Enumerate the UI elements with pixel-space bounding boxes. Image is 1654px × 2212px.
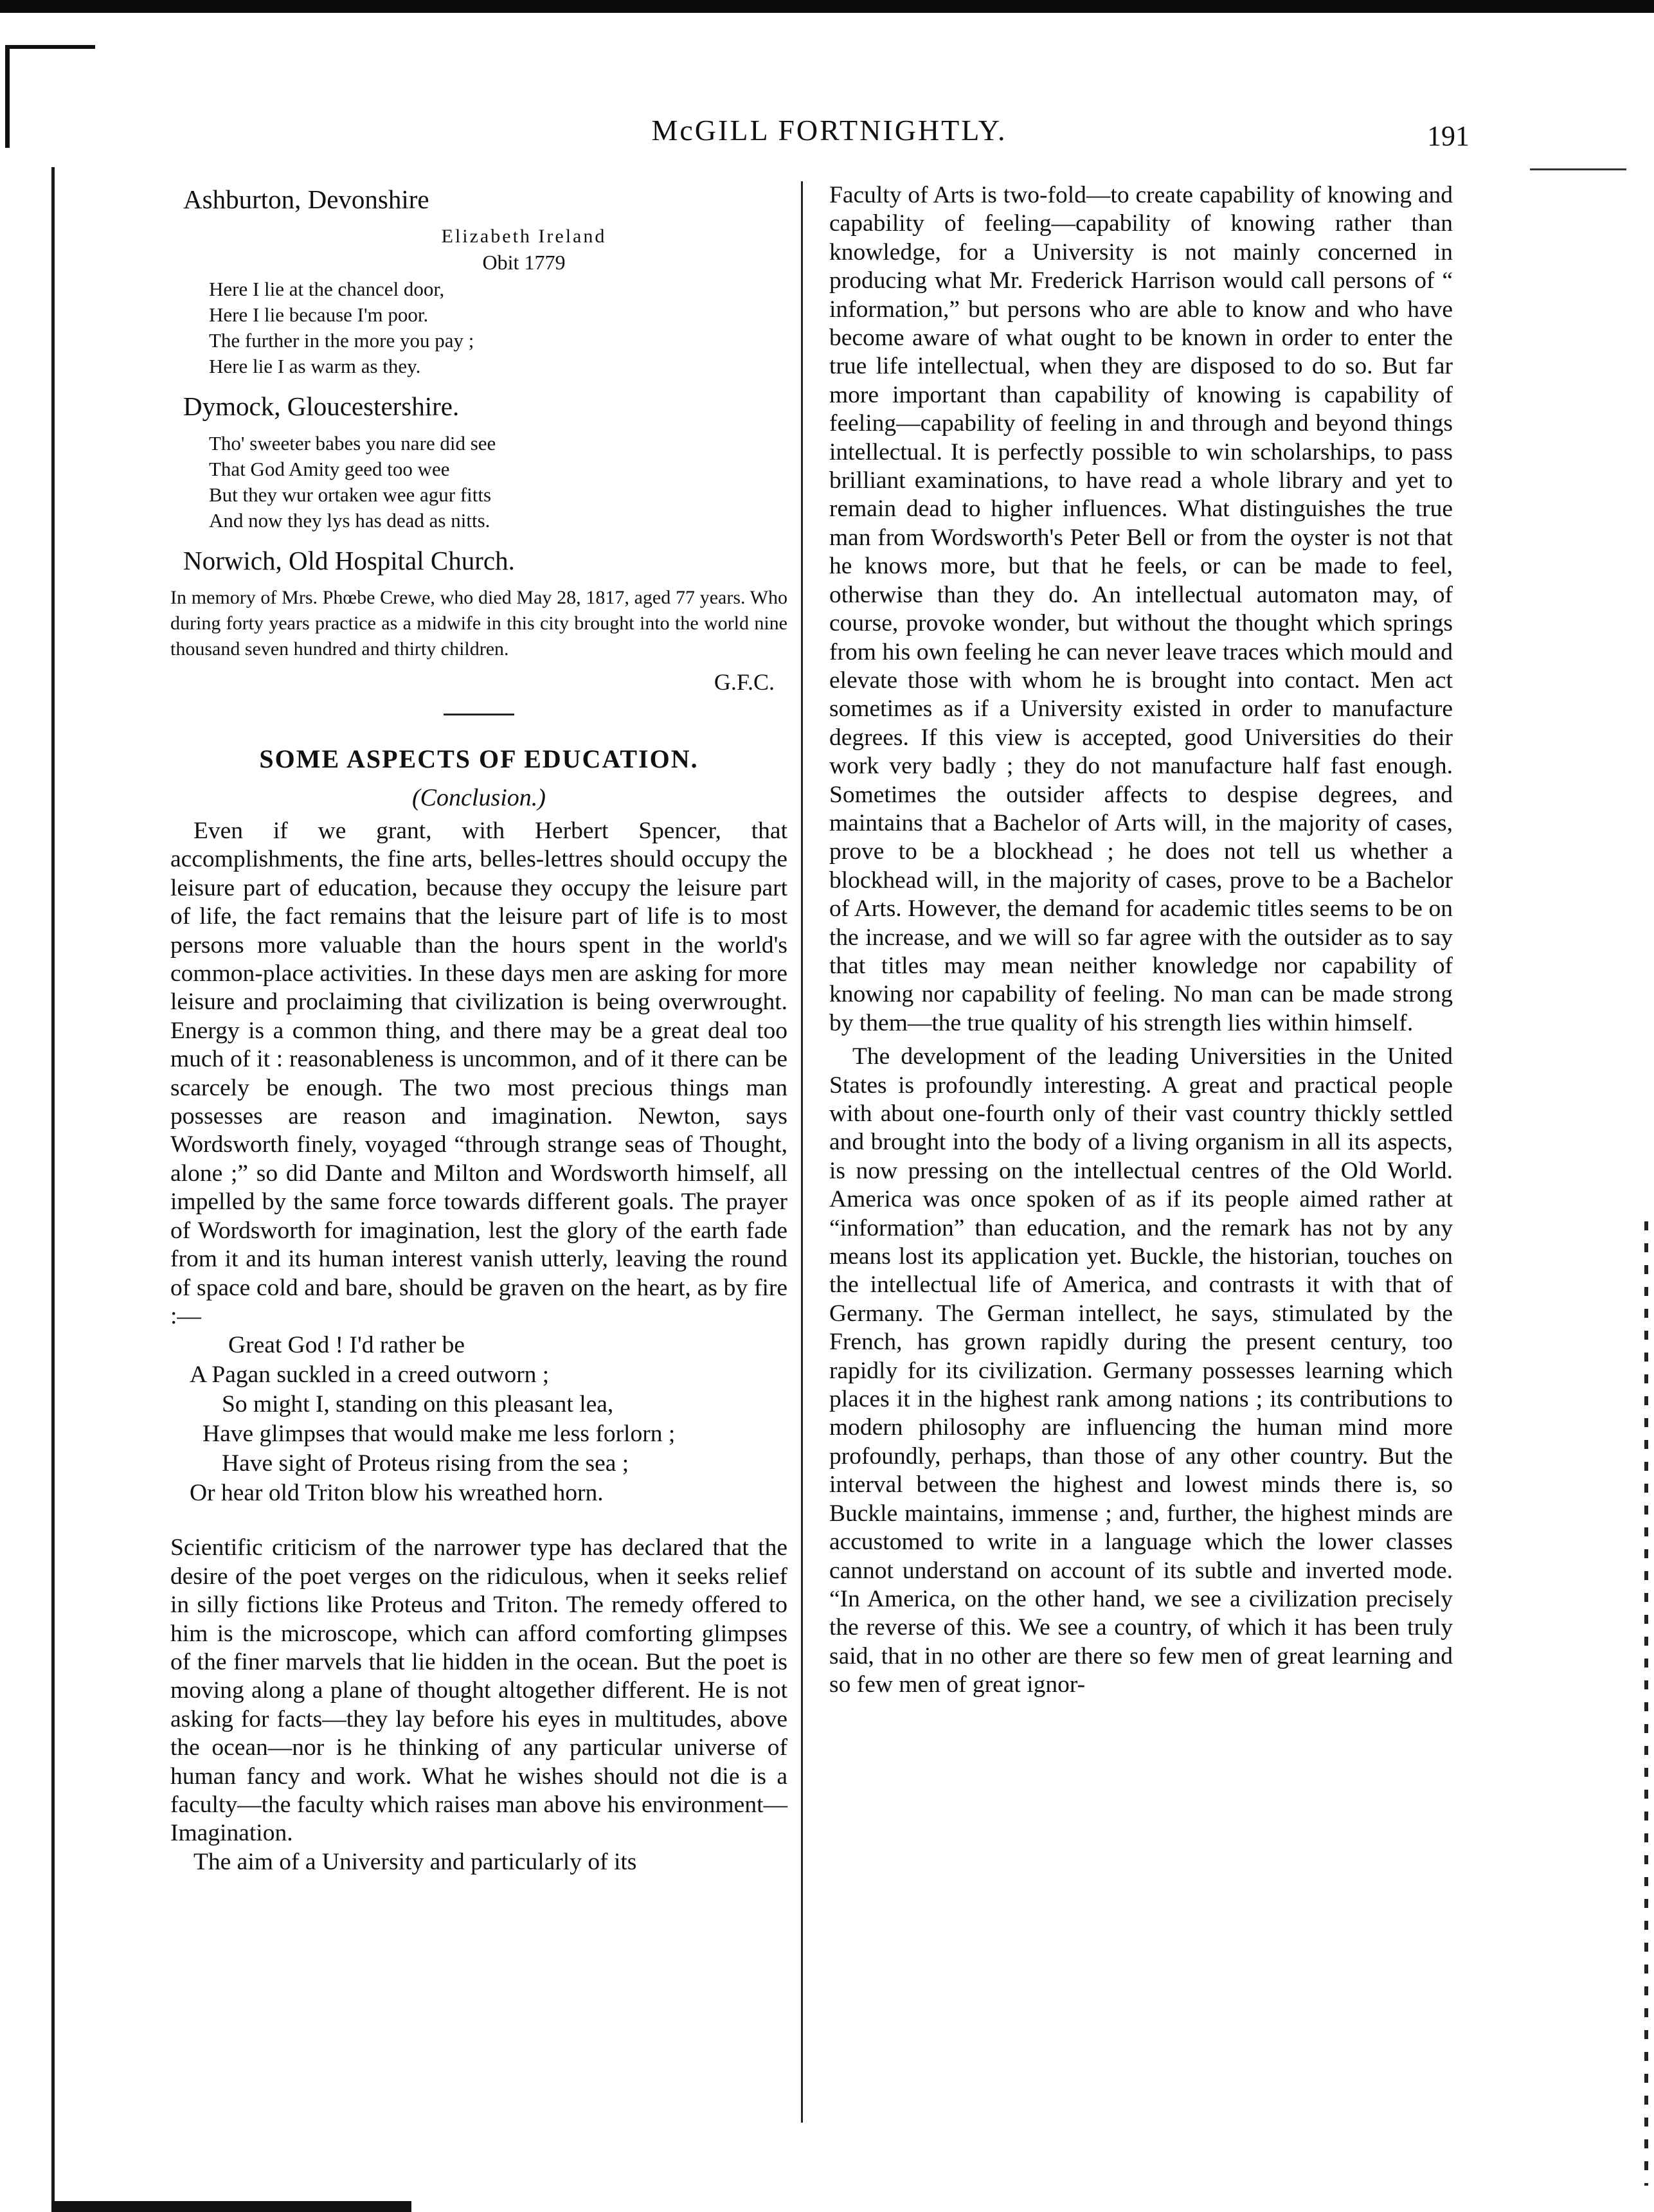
left-column [170,181,787,1876]
poem-line: Have glimpses that would make me less forlorn ; [202,1421,676,1448]
author-signature: G.F.C. [714,669,775,695]
scan-edge-left [51,167,55,2212]
poem-line: Or hear old Triton blow his wreathed horn. [190,1480,604,1507]
epitaph-verse-dymock [209,431,787,534]
article-title: SOME ASPECTS OF EDUCATION. [259,744,699,773]
poem-line: A Pagan suckled in a creed outworn ; [190,1362,550,1389]
poem-line: Have sight of Proteus rising from the sea ; [222,1450,629,1477]
verse-line: The further in the more you pay ; [209,329,474,352]
epitaph-name: Elizabeth Ireland [441,226,607,247]
paragraph: Scientific criticism of the narrower type has declared that the desire of the poet verges on the ridiculous, when it seeks relief in silly fictions like Proteus and Triton. The remedy offered to him is the microscope, which can afford comforting glimpses of the finer marvels that lie hidden in the ocean. But the poet is moving along a plane of thought altogether different. He is not asking for facts—they lay before his eyes in multitudes, above the ocean—nor is he thinking of any particular universe of human fancy and work. What he wishes should not die is a faculty—the faculty which raises man above his environment—Imagination. [170,1534,787,1847]
poem-line: Great God ! I'd rather be [228,1332,465,1359]
column-divider [801,181,803,2123]
scan-edge-top [0,0,1654,13]
scan-edge-right [1644,1221,1648,2186]
page-number: 191 [1427,120,1470,152]
scan-edge-bottom [51,2201,411,2212]
epitaph-obit: Obit 1779 [482,251,566,274]
section-divider [444,714,514,715]
poem-line: So might I, standing on this pleasant lea, [222,1391,614,1418]
paragraph: The development of the leading Universities in the United States is profoundly interesting. A great and practical people with about one-fourth only of their vast country thickly settled and brought into the body of a living organism in all its aspects, is now pressing on the intellectual centres of the Old World. America was once spoken of as if its people aimed rather at “information” than education, and the remark has not by any means lost its application yet. Buckle, the historian, touches on the intellectual life of America, and contrasts it with that of Germany. The German intellect, he says, stimulated by the French, has grown rapidly during the present century, too rapidly for its civilization. Germany possesses learning which places it in the highest rank among nations ; its contributions to modern philosophy are influencing the human mind more profoundly, perhaps, than those of any other country. But the interval between the highest and lowest minds there is, so Buckle maintains, immense ; and, further, the highest minds are accustomed to write in a language which the lower classes cannot understand on account of its subtle and inverted mode. “In America, on the other hand, we see a civilization precisely the reverse of this. We see a country, of which it has been truly said, that in no other are there so few men of great learning and so few men of great ignor- [829,1043,1453,1698]
paragraph: Even if we grant, with Herbert Spencer, that accomplishments, the fine arts, belles-lettres should occupy the leisure part of education, because they occupy the leisure part of life, the fact remains that the leisure part of life is to most persons more valuable than the hours spent in the world's common-place activities. In these days men are asking for more leisure and proclaiming that civilization is being overwrought. Energy is a common thing, and there may be a great deal too much of it : reasonableness is uncommon, and of it there can be scarcely be enough. The two most precious things man possesses are reason and imagination. Newton, says Wordsworth finely, voyaged “through strange seas of Thought, alone ;” so did Dante and Milton and Wordsworth himself, all impelled by the same force towards different goals. The prayer of Wordsworth for imagination, lest the glory of the earth fade from it and its human interest vanish utterly, leaving the round of space cold and bare, should be graven on the heart, as by fire :— [170,818,787,1329]
epitaph-place-dymock: Dymock, Gloucestershire. [183,391,460,421]
paragraph: The aim of a University and particularly of its [193,1848,637,1875]
verse-line: Tho' sweeter babes you nare did see [209,432,496,454]
header-rule [1530,168,1626,170]
right-column [829,181,1453,1700]
scan-bracket-vertical [5,45,10,148]
verse-line: Here I lie at the chancel door, [209,278,445,300]
verse-line: And now they lys has dead as nitts. [209,509,490,532]
verse-line: But they wur ortaken wee agur fitts [209,483,492,506]
paragraph: Faculty of Arts is two-fold—to create capability of knowing and capability of feeling—capability of knowing rather than knowledge, for a University is not mainly concerned in producing what Mr. Frederick Harrison would call persons of “ information,” but persons who are able to know and who have become aware of what ought to be known in order to enter the true life intellectual, when they are disposed to do so. But far more important than capability of knowing is capability of feeling—capability of feeling in and through and beyond things intellectual. It is perfectly possible to win scholarships, to pass brilliant examinations, to have read a whole library and yet to remain dead to higher influences. What distinguishes the true man from Wordsworth's Peter Bell or from the oyster is not that he knows more, but that he feels, or can be made to feel, otherwise than they do. An intellectual automaton may, of course, provoke wonder, but without the thought which springs from his own feeling he can never leave traces which mould and elevate those with whom he is brought into contact. Men act sometimes as if a University existed in order to manufacture degrees. If this view is accepted, good Universities do their work very badly ; they do not manufacture half fast enough. Sometimes the outsider affects to despise degrees, and maintains that a Bachelor of Arts will, in the majority of cases, prove to be a blockhead ; he does not tell us whether a blockhead will, in the majority of cases, prove to be a Bachelor of Arts. However, the demand for academic titles seems to be on the increase, and we will so far agree with the outsider as to say that titles may mean neither knowledge nor capability of knowing nor capability of feeling. No man can be made strong by them—the true quality of his strength lies within himself. [829,182,1453,1036]
memorial-inscription: In memory of Mrs. Phœbe Crewe, who died May 28, 1817, aged 77 years. Who during forty years practice as a midwife in this city brought into the world nine thousand seven hundred and thirty children. [170,587,787,660]
epitaph-place-ashburton: Ashburton, Devonshire [183,184,429,214]
verse-line: That God Amity geed too wee [209,458,450,480]
verse-line: Here I lie because I'm poor. [209,303,429,326]
article-subtitle: (Conclusion.) [412,784,546,811]
quoted-poem [170,1331,787,1508]
running-head: McGILL FORTNIGHTLY. [651,114,1007,147]
verse-line: Here lie I as warm as they. [209,355,421,377]
scan-bracket-horizontal [5,45,95,49]
epitaph-verse-ashburton [209,276,787,379]
epitaph-place-norwich: Norwich, Old Hospital Church. [183,546,515,575]
